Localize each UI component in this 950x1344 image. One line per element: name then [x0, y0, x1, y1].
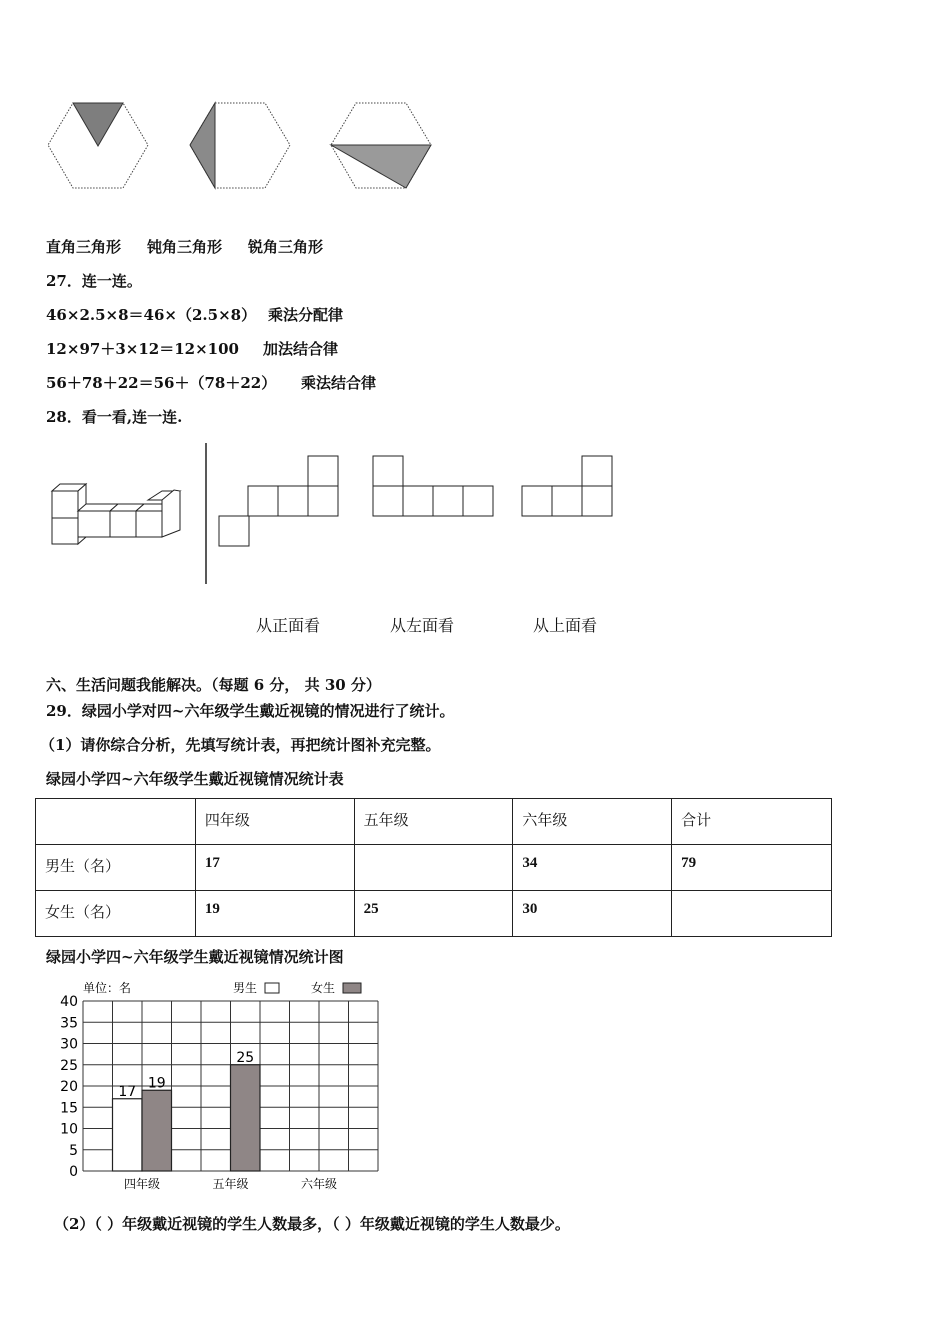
q28-title: 28．看一看,连一连.: [46, 408, 183, 426]
shaded-obtuse-triangle: [190, 103, 215, 188]
section-6-title: 六、生活问题我能解决。（每题 6 分， 共 30 分）: [46, 676, 381, 694]
triangle-type-labels: [46, 236, 323, 257]
y-tick-label: 30: [60, 1036, 78, 1053]
table-row: [36, 891, 832, 937]
view-label-front: 从正面看: [256, 616, 321, 635]
row-label: 男生（名）: [36, 845, 196, 891]
shaded-right-triangle: [73, 103, 123, 146]
y-axis-ticks: [60, 994, 78, 1180]
q27-law-3: 乘法结合律: [301, 374, 377, 392]
view-label-left: 从左面看: [390, 616, 455, 635]
q27-equation-1: 46×2.5×8＝46×（2.5×8）: [46, 306, 257, 324]
q27-law-1: 乘法分配律: [268, 306, 344, 324]
cube-figures: [40, 438, 640, 588]
statistics-table: [35, 798, 832, 937]
q27-equation-3: 56＋78＋22＝56＋（78＋22）: [46, 374, 277, 392]
y-tick-label: 20: [60, 1079, 78, 1095]
q29-part2: （2）（ ）年级戴近视镜的学生人数最多，（ ）年级戴近视镜的学生人数最少。: [54, 1215, 570, 1233]
table-cell: 19: [195, 891, 354, 937]
y-tick-label: 40: [60, 994, 78, 1010]
x-tick-label: 四年级: [123, 1177, 161, 1191]
table-cell: 17: [195, 845, 354, 891]
bar-value-label: 17: [118, 1083, 137, 1100]
q29-title: 29．绿园小学对四~六年级学生戴近视镜的情况进行了统计。: [46, 702, 455, 720]
y-tick-label: 5: [69, 1142, 78, 1159]
x-tick-label: 六年级: [300, 1177, 338, 1191]
header-cell: [36, 799, 196, 845]
chart-title: 绿园小学四~六年级学生戴近视镜情况统计图: [46, 948, 344, 966]
y-tick-label: 35: [60, 1015, 78, 1032]
header-cell: 六年级: [513, 799, 672, 845]
cube-solid-3d: [52, 484, 180, 544]
header-cell: 四年级: [195, 799, 354, 845]
y-tick-label: 25: [60, 1057, 78, 1074]
hexagon-figures: [40, 95, 440, 200]
y-tick-label: 15: [60, 1100, 78, 1117]
table-row: [36, 845, 832, 891]
view-label-top: 从上面看: [533, 616, 598, 635]
q27-title: 27．连一连。: [46, 272, 142, 290]
label-obtuse-triangle: 钝角三角形: [147, 238, 223, 256]
view-option-1: [219, 456, 338, 546]
x-axis-labels: [124, 1176, 337, 1191]
legend-female-label: 女生: [311, 981, 336, 995]
bar-female: [231, 1065, 261, 1171]
q29-part1: （1）请你综合分析，先填写统计表，再把统计图补充完整。: [40, 736, 441, 754]
y-tick-label: 10: [60, 1121, 78, 1138]
header-cell: 五年级: [354, 799, 513, 845]
chart-unit-label: 单位：名: [83, 981, 132, 995]
table-title: 绿园小学四~六年级学生戴近视镜情况统计表: [46, 770, 344, 788]
view-option-2: [373, 456, 493, 516]
table-cell: 34: [513, 845, 672, 891]
chart-bars: [113, 1050, 261, 1171]
bar-value-label: 19: [147, 1075, 166, 1092]
header-cell: 合计: [672, 799, 832, 845]
legend-male-swatch: [265, 983, 279, 993]
label-acute-triangle: 锐角三角形: [248, 238, 324, 256]
bar-male: [113, 1099, 143, 1171]
label-right-triangle: 直角三角形: [46, 238, 122, 256]
bar-female: [142, 1090, 172, 1171]
legend-male-label: 男生: [233, 981, 258, 995]
table-header-row: [36, 799, 832, 845]
y-tick-label: 0: [69, 1164, 78, 1180]
view-option-3: [522, 456, 612, 516]
table-cell: 25: [354, 891, 513, 937]
table-cell: 79: [672, 845, 832, 891]
legend-female-swatch: [343, 983, 361, 993]
table-cell-blank[interactable]: [354, 845, 513, 891]
bar-chart: [45, 975, 395, 1195]
table-cell-blank[interactable]: [672, 891, 832, 937]
q27-law-2: 加法结合律: [263, 340, 339, 358]
shaded-acute-triangle: [331, 145, 431, 188]
x-tick-label: 五年级: [212, 1177, 249, 1191]
q27-equation-2: 12×97＋3×12＝12×100: [46, 340, 239, 358]
table-cell: 30: [513, 891, 672, 937]
bar-value-label: 25: [236, 1049, 255, 1066]
row-label: 女生（名）: [36, 891, 196, 937]
